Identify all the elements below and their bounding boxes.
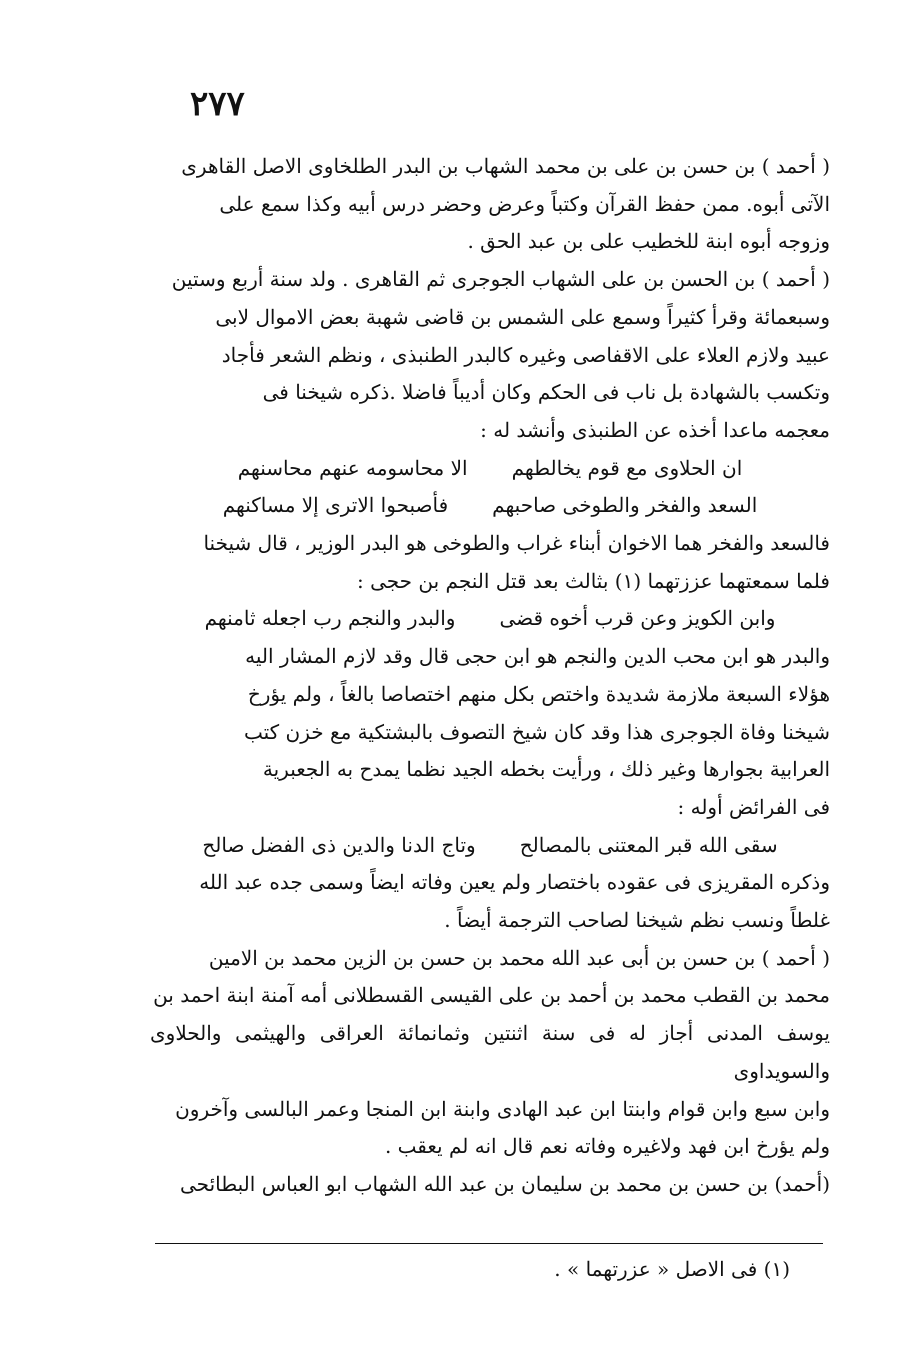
verse-second-hemistich: الا محاسومه عنهم محاسنهم [237,455,468,480]
verse-first-hemistich: وابن الكويز وعن قرب أخوه قضى [499,606,776,631]
text-line: محمد بن القطب محمد بن أحمد بن على القيسى القسطلانى أمه آمنة ابنة احمد بن [153,983,830,1008]
text-line: وزوجه أبوه ابنة للخطيب على بن عبد الحق . [467,229,830,254]
text-line: ( أحمد ) بن حسن بن على بن محمد الشهاب بن البدر الطلخاوى الاصل القاهرى [181,154,830,178]
text-line: ( أحمد ) بن حسن بن أبى عبد الله محمد بن حسن بن الزين محمد بن الامين [208,945,830,970]
text-line: والبدر هو ابن محب الدين والنجم هو ابن حجى قال وقد لازم المشار اليه [245,644,830,669]
verse-first-hemistich: ان الحلاوى مع قوم يخالطهم [511,455,743,480]
verse-line [150,600,830,638]
text-line: العرابية بجوارها وغير ذلك ، ورأيت بخطه الجيد نظما يمدح به الجعبرية [262,757,830,782]
verse-first-hemistich: السعد والفخر والطوخى صاحبهم [492,493,758,518]
text-line: وتكسب بالشهادة بل ناب فى الحكم وكان أديباً فاضلا .ذكره شيخنا فى [262,380,830,405]
text-line: (أحمد) بن حسن بن محمد بن سليمان بن عبد الله الشهاب ابو العباس البطائحى [180,1171,830,1196]
text-line: شيخنا وفاة الجوجرى هذا وقد كان شيخ التصوف بالبشتكية مع خزن كتب [243,719,830,744]
text-line: هؤلاء السبعة ملازمة شديدة واختص بكل منهم اختصاصا بالغاً ، ولم يؤرخ [247,681,830,706]
footnote: (١) فى الاصل « عزرتهما » . [554,1257,790,1281]
text-line: فلما سمعتهما عززتهما (١) بثالث بعد قتل النجم بن حجى : [357,568,830,593]
footnote-divider [155,1243,823,1244]
verse-second-hemistich: وتاج الدنا والدين ذى الفضل صالح [202,832,476,857]
text-line: وذكره المقريزى فى عقوده باختصار ولم يعين وفاته ايضاً وسمى جده عبد الله [199,870,830,895]
verse-second-hemistich: والبدر والنجم رب اجعله ثامنهم [204,606,456,631]
page-number: ٢٧٧ [190,84,245,124]
text-line: فى الفرائض أوله : [677,794,830,819]
text-line: معجمه ماعدا أخذه عن الطنبذى وأنشد له : [480,417,830,442]
text-line: عبيد ولازم العلاء على الاقفاصى وغيره كالبدر الطنبذى ، ونظم الشعر فأجاد [221,342,830,367]
text-line: فالسعد والفخر هما الاخوان أبناء غراب والطوخى هو البدر الوزير ، قال شيخنا [203,531,830,556]
main-text [150,148,830,1204]
text-line: يوسف المدنى أجاز له فى سنة اثنتين وثمانمائة العراقى والهيثمى والحلاوى والسويداوى [150,1021,830,1083]
verse-first-hemistich: سقى الله قبر المعتنى بالمصالح [519,832,778,857]
verse-second-hemistich: فأصبحوا الاترى إلا مساكنهم [222,493,449,518]
verse-line [150,487,830,525]
text-line: ( أحمد ) بن الحسن بن على الشهاب الجوجرى ثم القاهرى . ولد سنة أربع وستين [171,267,830,292]
text-line: وسبعمائة وقرأ كثيراً وسمع على الشمس بن قاضى شهبة بعض الاموال لابى [215,304,830,329]
text-line: غلطاً ونسب نظم شيخنا لصاحب الترجمة أيضاً . [444,908,830,933]
text-line: وابن سبع وابن قوام وابنتا ابن عبد الهادى وابنة ابن المنجا وعمر البالسى وآخرون [175,1096,830,1121]
verse-line [150,827,830,865]
text-line: ولم يؤرخ ابن فهد ولاغيره وفاته نعم قال انه لم يعقب . [384,1134,830,1159]
verse-line [150,450,830,488]
text-line: الآتى أبوه. ممن حفظ القرآن وكتباً وعرض وحضر درس أبيه وكذا سمع على [219,191,830,216]
